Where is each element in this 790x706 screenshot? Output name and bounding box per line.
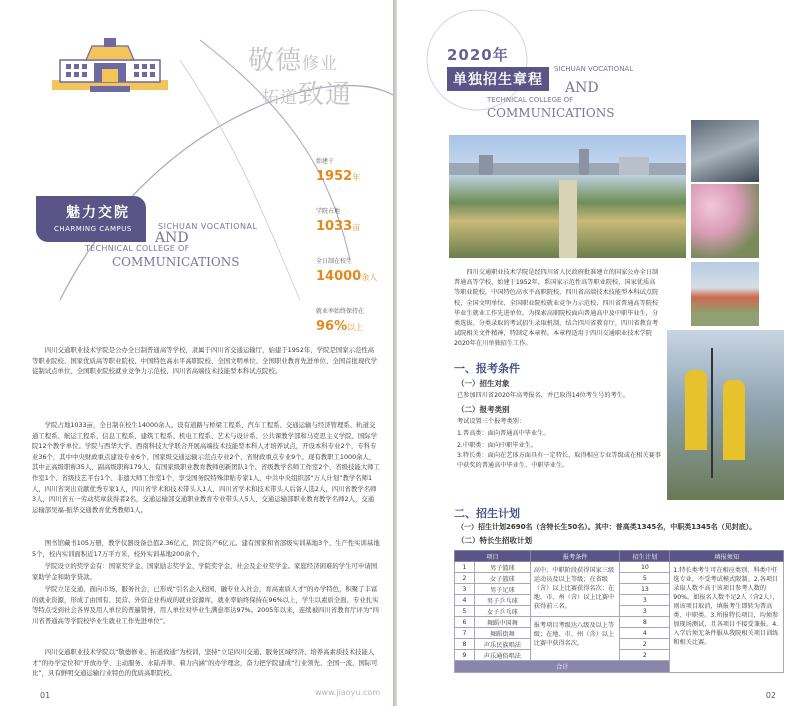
specialty-plan-table	[454, 550, 784, 673]
fact-area: 学院占地 1033亩	[316, 208, 361, 234]
table-row: 7 舞蹈街舞 4	[455, 628, 784, 639]
section-badge	[36, 196, 146, 242]
section-badge-en: CHARMING CAMPUS	[54, 225, 132, 233]
subheading-specialty-plan: （二）特长生招收计划	[457, 536, 532, 545]
subheading-target: （一）招生对象	[457, 379, 510, 388]
table-row: 4 男子乒乓球 3	[455, 595, 784, 606]
campus-aerial-photo	[449, 135, 686, 258]
table-row: 2 女子篮球 5	[455, 573, 784, 584]
admission-intro: 四川交通职业技术学院是经四川省人民政府批准建立的国家公办全日制普通高等学校，始建于1952年，系国家示范性高等职业院校，国家优质高等职业院校，中国特色高水平高职院校，四川省高端技术技能型本科试点院校，全国文明单位、全国职业院校就业竞争力示范校，四川省普通高等院校毕业生就业工作先进单位。为探索高职院校面向普通高中及中职毕业生，分类选拔、分类录取的考试招生录取机制，结合四川省教育厅，四川省教育考试院相关文件精神，特制定本章程。本章程适用于四川交通职业技术学院2020年在川单独招生工作。	[454, 269, 659, 348]
filling-notes: 1.特长类考生可在相应类别、科类中任选专业，不受考试模式限制。2.各项目录取人数不高于该项目参考人数的90%。如报名人数不足2人（含2人），则该项目取消，填报考生即转为普高类、中职类。3.所报特长项目，均须参加现场测试，且各项目不接受兼报。4.入学后须无条件服从我院相关项目训练和相关比赛。	[670, 562, 784, 673]
section-1-heading: 一、报考条件	[454, 362, 520, 375]
table-row: 5 女子乒乓球 3	[455, 606, 784, 617]
fact-students: 全日制在校生 14000余人	[316, 258, 378, 284]
college-en-line3-right: TECHNICAL COLLEGE OF	[487, 96, 574, 104]
right-page	[397, 0, 790, 706]
campus-building-illustration	[52, 36, 168, 94]
intro-paragraph: 四川交通职业技术学院是公办全日制普通高等学校，隶属于四川省交通运输厅，始建于1952年，学院是国家示范性高等职业院校、国家优质高等职业院校、中国特色高水平高职院校、全国文明单位、全国职业教育先进单位、全国首批现代学徒制试点单位、全国职业院校就业竞争力示范校、四川省高端技术技能型本科试点院校。	[32, 346, 378, 376]
motto-line-2: 拓道致通	[262, 80, 353, 110]
library-paragraph: 图书馆藏书105万册，教学仪器设备总值2.36亿元，固定资产6亿元。建有国家和省部级实训基地3个、生产性实训基地5个，校内实训面积近17万平方米，校外实训基地200余个。	[32, 539, 380, 558]
college-en-line2: AND	[155, 230, 189, 246]
category-text: 考试设置三个报考类别：	[457, 418, 526, 425]
table-row: 1 男子篮球 高中、中职阶段获得国家三级运动员及以上等级；在省级（含）以上比赛获得名次；在地、市、州（含）以上比赛中获得前三名。 10 1.特长类考生可在相应类别、科类中任选专业，不受考试模式限制。2.各项目录取人数不高于该项目参考人数的90%。如报名人数不足2人（含2人），则该项目取消，填报考生即转为普高类、中职类。3.所报特长项目，均须参加现场测试，且各项目不接受兼报。4.入学后须无条件服从我院相关项目训练和相关比赛。	[455, 562, 784, 573]
arts-condition: 报考项目考级达八级及以上等级；在地、市、州（含）以上比赛中获得名次。	[530, 617, 620, 661]
target-text: 已参加四川省2020年高考报名，并已取得14位考生号的考生。	[457, 392, 630, 399]
blossom-photo	[691, 184, 759, 258]
college-en-line2-right: AND	[565, 80, 599, 96]
college-en-line1-right: SICHUAN VOCATIONAL	[554, 65, 634, 73]
college-en-line4-right: COMMUNICATIONS	[487, 106, 615, 120]
scholarship-paragraph: 学院设立的奖学金有：国家奖学金、国家励志奖学金、学院奖学金、社会及企业奖学金。家庭经济困难的学生可申请国家助学金和助学贷款。	[32, 562, 378, 581]
plan-summary: （一）招生计划2690名（含特长生50名）。其中：普高类1345名，中职类1345名（见封底）。	[457, 523, 757, 531]
left-page	[0, 0, 393, 706]
section-badge-cn: 魅力交院	[66, 205, 130, 221]
category-item-3: 3.特长类：面向在艺体方面具有一定特长，取得相应专业等级或在相关赛事中获奖的普通高中毕业生、中职毕业生。	[457, 452, 661, 470]
table-row: 9 声乐通俗唱法 2	[455, 650, 784, 661]
page-number-right: 02	[765, 691, 776, 700]
motto-line-1: 敬德修业	[248, 46, 339, 76]
watermark-text: www.jiaoyu.com	[315, 688, 381, 697]
title-main: 单独招生章程	[447, 67, 549, 91]
subheading-category: （二）报考类别	[457, 405, 510, 414]
surveying-students-photo	[667, 330, 784, 500]
classroom-photo	[691, 120, 759, 182]
section-2-heading: 二、招生计划	[454, 507, 520, 520]
motto-paragraph: 四川交通职业技术学院以“敬德修业、拓道致通”为校训，坚持“立足四川交通、服务区域经济、培养高素质技术技能人才”的办学定位和“开放办学、主动服务、水陆并举、着力内涵”的办学理念，奋力把学院建成“行业领先、全国一流、国际可比”，具有鲜明交通运输行业特色的优质高职院校。	[32, 648, 378, 678]
category-item-1: 1.普高类：面向普通高中毕业生。	[457, 430, 550, 437]
college-en-line1: SICHUAN VOCATIONAL	[158, 222, 258, 231]
fact-founded: 始建于 1952年	[316, 158, 361, 184]
table-row: 8 声乐民族唱法 2	[455, 639, 784, 650]
employment-paragraph: 学院立足交通，面向市场，服务社会，已形成“引名企入校园，融专业入社会，育高素质人才”的办学特色，积聚了丰富的就业资源，形成了由国有、民营、外资企业构成的就业资源库，就业率始终保持在96%以上，学生以素质全面、专业扎实等特点受到社会各界及用人单位的普遍赞誉，用人单位对毕业生满意率达97%。2005年以来，连续被四川省教育厅评为“四川省普通高等学院校毕业生就业工作先进单位”。	[32, 585, 379, 625]
page-number-left: 01	[40, 691, 51, 700]
category-item-2: 2.中职类：面向中职毕业生。	[457, 442, 538, 449]
fact-employment: 就业率始终保持在 96%以上	[316, 308, 365, 334]
table-row: 6 舞蹈中国舞 报考项目考级达八级及以上等级；在地、市、州（含）以上比赛中获得名次。 8	[455, 617, 784, 628]
table-total-row: 合计	[455, 661, 784, 673]
sports-condition: 高中、中职阶段获得国家三级运动员及以上等级；在省级（含）以上比赛获得名次；在地、市、州（含）以上比赛中获得前三名。	[530, 562, 620, 617]
table-header: 项目 报考条件 招生计划 填报须知	[455, 551, 784, 562]
college-en-line4: COMMUNICATIONS	[112, 255, 240, 269]
college-en-line3: TECHNICAL COLLEGE OF	[85, 244, 190, 253]
building-photo	[691, 262, 759, 326]
faculty-paragraph: 学院占地1033亩，全日制在校生14000余人。设有道路与桥梁工程系、汽车工程系、交通运输与经济管理系、轨道交通工程系、航运工程系、信息工程系、建筑工程系、机电工程系、艺术与设计系、公共课教学部和马克思主义学院、国际学院12个教学单位。学院与西华大学、西南科技大学联合开展高端技术技能型本科人才培养试点，开设本科专业2个，专科专业36个，其中中央财政重点建设专业6个、国家级交通运输示范点专业2个、省财政重点专业9个。现有教职工1000余人，其中正高级职称35人，副高级职称179人，有国家级职业教育教师创新团队1个、省级教学名师工作室2个、省级技能大师工作室1个、省级技艺平台1个、非遗大师工作室1个，享受国务院特殊津贴专家1人，中共中央组织部“万人计划”教学名师1人，四川省突出贡献优秀专家1人，四川省学术和技术带头人1人，四川省学术和技术带头人后备人选2人，四川省教学名师3人，四川省五一劳动奖章获得者2名，交通运输部交通职业教育专业带头人5人、交通运输部职业教育教学名师2人，交通运输部吴福-振华交通教育优秀教师1人。	[32, 421, 380, 514]
title-year: 2020年	[447, 46, 509, 64]
table-row: 3 男子足球 13	[455, 584, 784, 595]
admission-title	[447, 44, 549, 91]
